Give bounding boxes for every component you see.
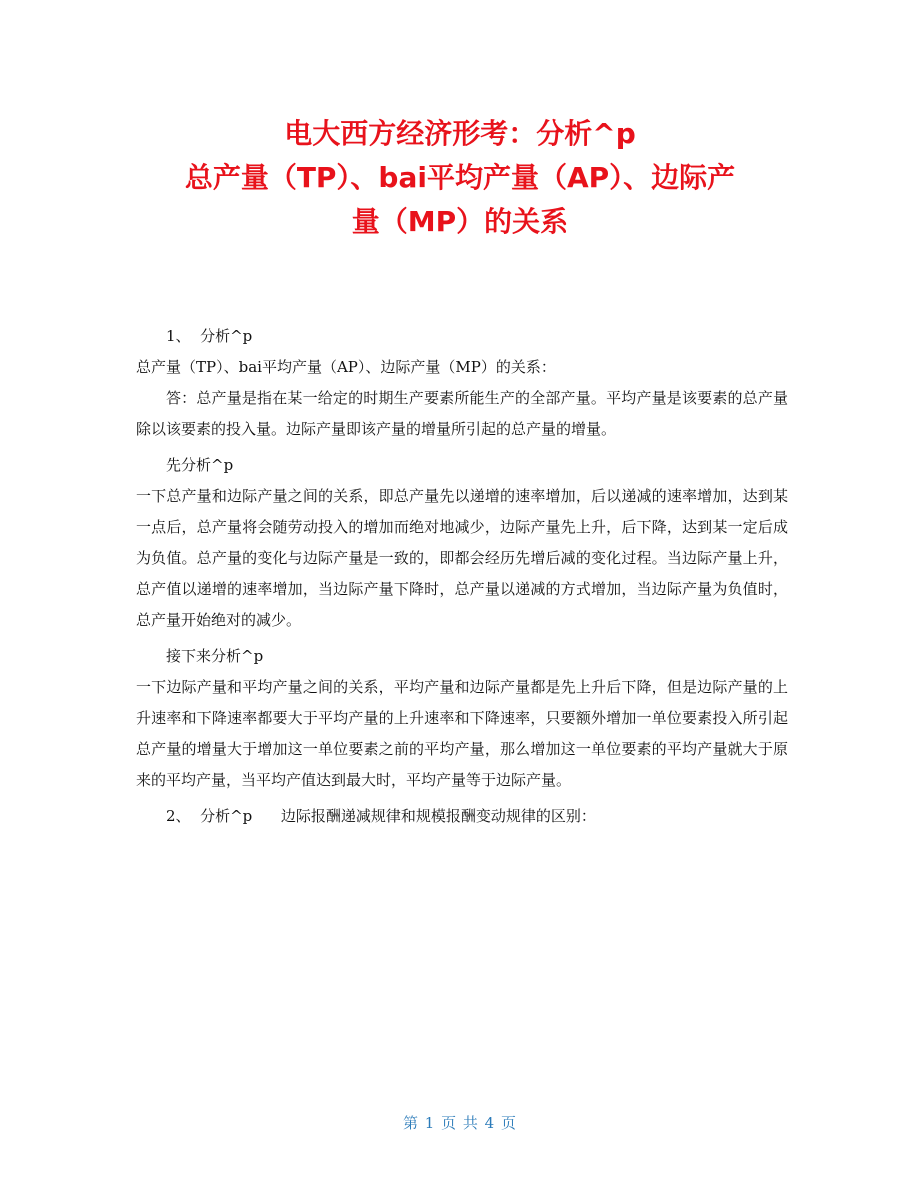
first-analysis-paragraph: 一下总产量和边际产量之间的关系，即总产量先以递增的速率增加，后以递减的速率增加，达到某一点后，总产量将会随劳动投入的增加而绝对地减少，边际产量先上升，后下降，达到某一定后成为负值。总产量的变化与边际产量是一致的，即都会经历先增后减的变化过程。当边际产量上升，总产值以递增的速率增加，当边际产量下降时，总产量以递减的方式增加，当边际产量为负值时，总产量开始绝对的减少。 bbox=[136, 487, 788, 629]
title-line-3: 量（MP）的关系 bbox=[351, 205, 569, 238]
answer-paragraph: 答：总产量是指在某一给定的时期生产要素所能生产的全部产量。平均产量是该要素的总产量除以该要素的投入量。边际产量即该产量的增量所引起的总产量的增量。 bbox=[136, 389, 788, 438]
next-analysis-paragraph: 一下边际产量和平均产量之间的关系，平均产量和边际产量都是先上升后下降，但是边际产量的上升速率和下降速率都要大于平均产量的上升速率和下降速率，只要额外增加一单位要素投入所引起总产量的增量大于增加这一单位要素之前的平均产量，那么增加这一单位要素的平均产量就大于原来的平均产量，当平均产值达到最大时，平均产量等于边际产量。 bbox=[136, 678, 788, 789]
document-body bbox=[136, 321, 788, 832]
next-analysis-heading: 接下来分析^p bbox=[166, 647, 264, 665]
page-number-footer: 第 1 页 共 4 页 bbox=[403, 1114, 517, 1132]
item-2-heading: 2、 分析^p 边际报酬递减规律和规模报酬变动规律的区别： bbox=[166, 807, 596, 825]
title-line-1: 电大西方经济形考：分析^p bbox=[284, 117, 636, 150]
title-line-2: 总产量（TP）、bai平均产量（AP）、边际产 bbox=[184, 161, 736, 194]
document-title bbox=[90, 112, 830, 244]
item-1-heading: 1、 分析^p bbox=[166, 327, 253, 345]
first-analysis-heading: 先分析^p bbox=[166, 456, 234, 474]
item-1-subheading: 总产量（TP）、bai平均产量（AP）、边际产量（MP）的关系： bbox=[136, 358, 556, 376]
